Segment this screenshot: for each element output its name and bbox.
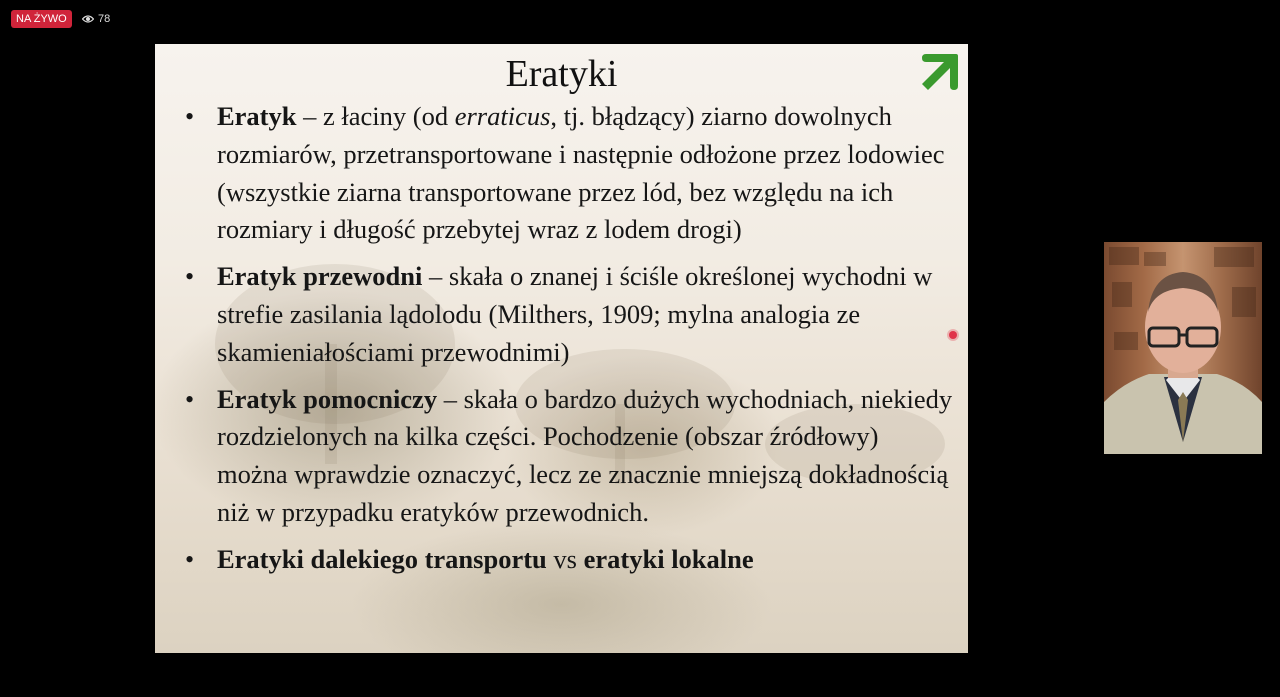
bullet-item: • Eratyk pomocniczy – skała o bardzo dużych wychodniach, niekiedy rozdzielonych na kilka części. Pochodzenie (obszar źródłowy) można wprawdzie oznaczyć, lecz ze znacznie mniejszą dokładnością niż w przypadku eratyków przewodnich.: [183, 381, 953, 532]
slide-title: Eratyki: [505, 53, 618, 95]
bullet-list: [183, 98, 953, 579]
laser-pointer: [949, 331, 957, 339]
bullet-item: • Eratyk – z łaciny (od erraticus, tj. błądzący) ziarno dowolnych rozmiarów, przetransportowane i następnie odłożone przez lodowiec (wszystkie ziarna transportowane przez lód, bez względu na ich rozmiary i długość przebytej wraz z lodem drogi): [183, 98, 953, 249]
presentation-slide: [155, 44, 968, 653]
presenter-video-frame: [1104, 242, 1262, 454]
eye-icon: [82, 14, 94, 24]
presenter-webcam: [1104, 242, 1262, 454]
bullet-item: • Eratyki dalekiego transportu vs eratyki lokalne: [183, 541, 953, 579]
viewer-count: [82, 10, 110, 28]
bullet-item: • Eratyk przewodni – skała o znanej i ściśle określonej wychodni w strefie zasilania lądolodu (Milthers, 1909; mylna analogia ze skamieniałościami przewodnimi): [183, 258, 953, 371]
viewer-count-value: 78: [98, 13, 111, 25]
green-arrow-logo-icon: [920, 52, 960, 92]
live-badge: NA ŻYWO: [11, 10, 72, 28]
